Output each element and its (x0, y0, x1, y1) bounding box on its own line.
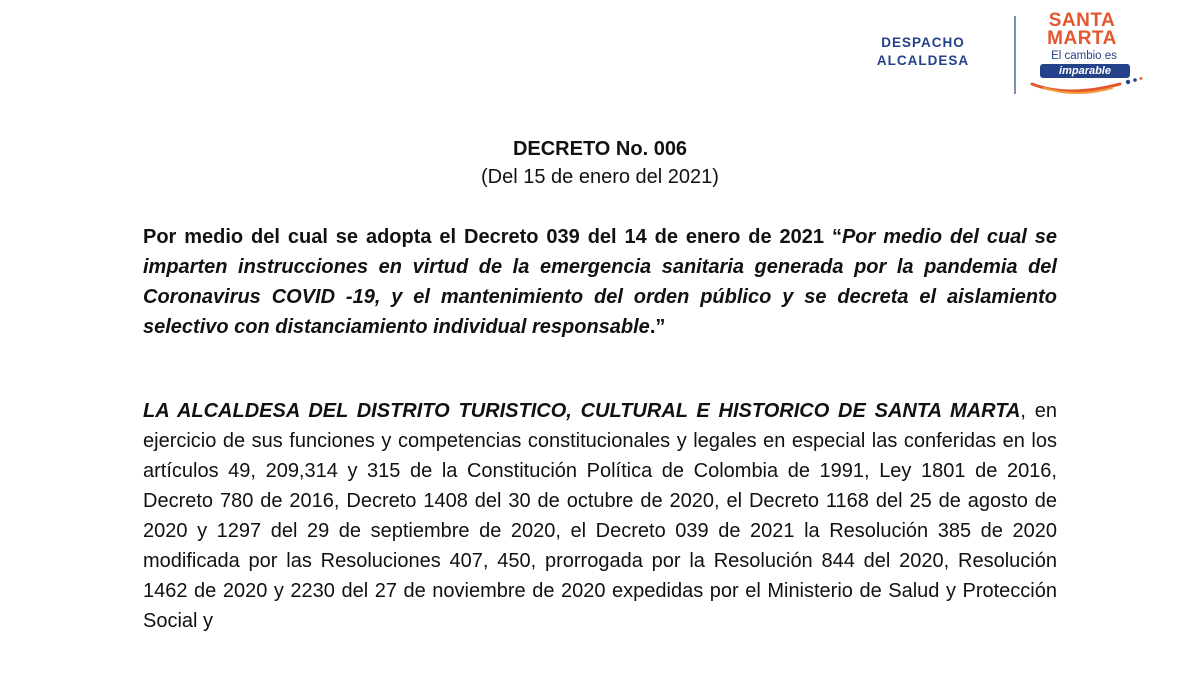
decree-title: DECRETO No. 006 (512, 138, 688, 160)
office-name-line1: DESPACHO (881, 35, 965, 50)
logo-title (1028, 12, 1136, 48)
office-name-line2: ALCALDESA (876, 53, 970, 68)
decree-date: (Del 15 de enero del 2021) (481, 166, 719, 188)
logo-title-line1: SANTA (1048, 10, 1116, 31)
logo-slogan-line1: El cambio es (1051, 50, 1117, 62)
office-name (852, 34, 994, 70)
subject-quoted-title: Por medio del cual se imparten instrucciones en virtud de la emergencia sanitaria generada por la pandemia del Coronavirus COVID -19, y el mantenimiento del orden público y se decreta el aislamiento selectivo con distanciamiento individual responsable (143, 226, 1058, 338)
header-divider (1014, 16, 1016, 94)
preamble-text: , en ejercicio de sus funciones y competencias constitucionales y legales en especial las conferidas en los artículos 49, 209,314 y 315 de la Constitución Política de Colombia de 1991, Ley 1801 de 2016, Decreto 780 de 2016, Decreto 1408 del 30 de octubre de 2020, el Decreto 1168 del 25 de agosto de 2020 y 1297 del 29 de septiembre de 2020, el Decreto 039 de 2021 la Resolución 385 de 2020 modificada por las Resoluciones 407, 450, prorrogada por la Resolución 844 del 2020, Resolución 1462 de 2020 y 2230 del 27 de noviembre de 2020 expedidas por el Ministerio de Salud y Protección Social y (143, 400, 1058, 632)
santa-marta-logo (1028, 12, 1146, 96)
logo-swoosh-icon (1028, 76, 1146, 98)
decree-preamble (143, 396, 1057, 636)
decree-subject (143, 222, 1057, 342)
logo-title-line2: MARTA (1047, 28, 1117, 49)
subject-close: .” (649, 316, 666, 338)
subject-intro: Por medio del cual se adopta el Decreto 039 del 14 de enero de 2021 “ (143, 226, 842, 248)
logo-slogan-line2: imparable (1040, 64, 1130, 78)
issuing-authority: LA ALCALDESA DEL DISTRITO TURISTICO, CULTURAL E HISTORICO DE SANTA MARTA (143, 400, 1021, 422)
letterhead (0, 0, 1200, 100)
